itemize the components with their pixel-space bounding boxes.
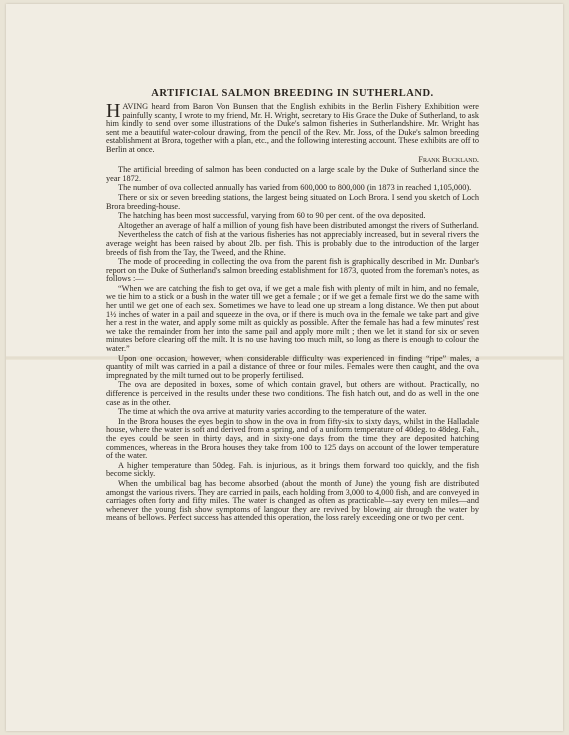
paragraph-2: The number of ova collected annually has varied from 600,000 to 800,000 (in 1873 in reached 1,105,000). bbox=[118, 183, 472, 193]
author-signature: Frank Buckland. bbox=[418, 154, 479, 164]
paragraph-10: The ova are deposited in boxes, some of which contain gravel, but others are without. Practically, no difference is perceived in the results under these two conditions. The fish hatch out, and do as well in the one case as in the other. bbox=[106, 380, 479, 407]
intro-paragraph bbox=[106, 100, 479, 155]
paragraph-6: Nevertheless the catch of fish at the various fisheries has not appreciably increased, but in several rivers the average weight has been raised by about 2lb. per fish. This is probably due to the introduction of the larger breeds of fish from the Tay, the Tweed, and the Rhine. bbox=[106, 230, 479, 257]
paragraph-13: A higher temperature than 50deg. Fah. is injurious, as it brings them forward too quickly, and the fish become sickly. bbox=[106, 460, 479, 479]
paragraph-4: The hatching has been most successful, varying from 60 to 90 per cent. of the ova deposited. bbox=[118, 211, 426, 221]
paragraph-14: When the umbilical bag has become absorbed (about the month of June) the young fish are distributed amongst the various rivers. They are carried in pails, each holding from 3,000 to 4,000 fish, and are conveyed in carriages often forty and fifty miles. The water is changed as often as practicable—say every ten miles—and whenever the young fish show symptoms of langour they are revived by blowing air through the water by means of bellows. Perfect success has attended this operation, the loss rarely exceeding one or two per cent. bbox=[106, 478, 479, 523]
drop-cap: H bbox=[106, 100, 121, 122]
paragraph-11: The time at which the ova arrive at maturity varies according to the temperature of the water. bbox=[118, 407, 427, 417]
paragraph-8-quote: “When we are catching the fish to get ova, if we get a male fish with plenty of milt in him, and no female, we tie him to a stick or a bush in the water till we get a female ; or if we get a female first we do the same with her until we get one of each sex. Sometimes we have to lead one up stream a long distance. We then put about 1½ inches of water in a pail and squeeze in the ova, or if there is much ova in the female we take part and give her a rest in the water, and apply some milt as quickly as possible. After the female has had a few minutes' rest we take the remainder from her into the same pail and apply more milt ; then we let it stand for six or seven minutes before clearing off the milt. It is no use having too much milt, so long as there is enough to colour the water.” bbox=[106, 283, 479, 354]
paragraph-1: The artificial breeding of salmon has been conducted on a large scale by the Duke of Sutherland since the year 1872. bbox=[106, 165, 479, 183]
paragraph-9: Upon one occasion, however, when considerable difficulty was experienced in finding “ripe” males, a quantity of milt was carried in a pail a distance of three or four miles. Females were then caught, and the ova impregnated by the milt turned out to be properly fertilised. bbox=[106, 353, 479, 380]
intro-text: AVING heard from Baron Von Bunsen that the English exhibits in the Berlin Fishery Exhibition were painfully scanty, I wrote to my friend, Mr. H. Wright, secretary to His Grace the Duke of Sutherland, to ask him kindly to send over some illustrations of the Duke's salmon fisheries in Sutherlandshire. Mr. Wright has sent me a beautiful water-colour drawing, from the pencil of the Rev. Mr. Joss, of the Duke's salmon breeding establishment at Brora, together with a plan, etc., and the following interesting account. These exhibits are off to Berlin at once. bbox=[106, 102, 479, 154]
paper-sheet bbox=[6, 4, 563, 731]
paragraph-7: The mode of proceeding in collecting the ova from the parent fish is graphically described in Mr. Dunbar's report on the Duke of Sutherland's salmon breeding establishment for 1873, quoted from the foreman's notes, as follows :— bbox=[106, 257, 479, 284]
paragraph-12: In the Brora houses the eyes begin to show in the ova in from fifty-six to sixty days, whilst in the Halladale house, where the water is soft and derived from a spring, and of a uniform temperature of 40deg. to 48deg. Fah., the eyes could be seen in thirty days, and in sixty-one days from the time they are deposited hatching commences, whereas in the Brora houses they take from 100 to 125 days on account of the lower temperature of the water. bbox=[106, 416, 479, 461]
article bbox=[106, 88, 479, 524]
paragraph-3: There or six or seven breeding stations, the largest being situated on Loch Brora. I send you sketch of Loch Brora breeding-house. bbox=[106, 192, 479, 211]
paragraph-5: Altogether an average of half a million of young fish have been distributed amongst the rivers of Sutherland. bbox=[118, 220, 479, 230]
article-title: ARTIFICIAL SALMON BREEDING IN SUTHERLAND. bbox=[151, 88, 434, 99]
